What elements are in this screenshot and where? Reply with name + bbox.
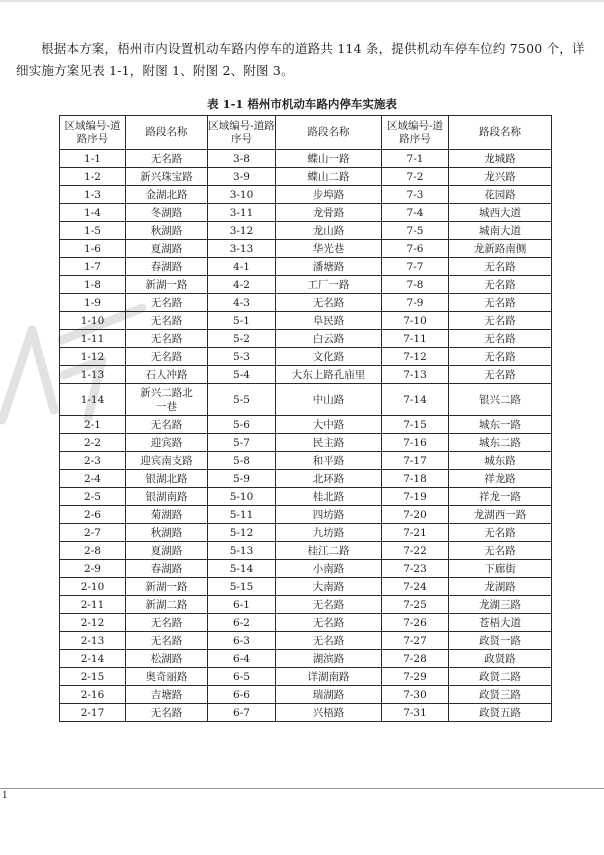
cell-road-number: 3-9 [208,168,276,186]
cell-road-name: 无名路 [126,150,208,168]
cell-road-name: 无名路 [449,258,552,276]
cell-road-name: 龙山路 [276,222,382,240]
cell-road-name: 和平路 [276,452,382,470]
table-row [60,240,552,258]
cell-road-name: 迎宾路 [126,434,208,452]
cell-road-name: 小南路 [276,560,382,578]
cell-road-name: 大中路 [276,416,382,434]
table-header-row [60,116,552,150]
cell-road-number: 1-3 [60,186,126,204]
header-region-road-no: 区域编号-道路序号 [208,116,276,150]
cell-road-number: 3-8 [208,150,276,168]
cell-road-number: 2-10 [60,578,126,596]
cell-road-name: 城西大道 [449,204,552,222]
cell-road-name: 详湖南路 [276,668,382,686]
cell-road-name: 阜民路 [276,312,382,330]
cell-road-number: 7-9 [382,294,449,312]
cell-road-name: 城南大道 [449,222,552,240]
cell-road-number: 2-2 [60,434,126,452]
cell-road-name: 龙新路南侧 [449,240,552,258]
cell-road-name: 无名路 [276,614,382,632]
cell-road-name: 无名路 [126,416,208,434]
table-row [60,168,552,186]
cell-road-name: 瑞湖路 [276,686,382,704]
cell-road-name: 民主路 [276,434,382,452]
cell-road-number: 2-8 [60,542,126,560]
table-row [60,204,552,222]
cell-road-number: 5-1 [208,312,276,330]
cell-road-name: 桂江二路 [276,542,382,560]
cell-road-number: 1-8 [60,276,126,294]
cell-road-name: 夏湖路 [126,542,208,560]
table-row [60,506,552,524]
table-row [60,488,552,506]
cell-road-number: 6-1 [208,596,276,614]
cell-road-name: 吉塘路 [126,686,208,704]
cell-road-name: 工厂一路 [276,276,382,294]
cell-road-name: 蝶山一路 [276,150,382,168]
cell-road-number: 1-14 [60,384,126,416]
cell-road-name: 四坊路 [276,506,382,524]
cell-road-name: 北环路 [276,470,382,488]
cell-road-number: 6-7 [208,704,276,722]
cell-road-name: 春湖路 [126,258,208,276]
cell-road-name: 春湖路 [126,560,208,578]
cell-road-number: 5-6 [208,416,276,434]
table-row [60,560,552,578]
cell-road-number: 7-7 [382,258,449,276]
cell-road-number: 2-5 [60,488,126,506]
cell-road-number: 7-10 [382,312,449,330]
cell-road-number: 2-3 [60,452,126,470]
cell-road-number: 1-10 [60,312,126,330]
cell-road-number: 7-17 [382,452,449,470]
cell-road-name: 龙湖西一路 [449,506,552,524]
cell-road-name: 政贤二路 [449,668,552,686]
table-row [60,632,552,650]
cell-road-name: 城东一路 [449,416,552,434]
cell-road-name: 无名路 [276,294,382,312]
table-row [60,150,552,168]
cell-road-number: 5-7 [208,434,276,452]
cell-road-number: 5-3 [208,348,276,366]
cell-road-name: 政贤五路 [449,704,552,722]
cell-road-number: 7-30 [382,686,449,704]
cell-road-number: 7-6 [382,240,449,258]
cell-road-number: 7-11 [382,330,449,348]
cell-road-name: 无名路 [126,704,208,722]
header-road-name: 路段名称 [276,116,382,150]
cell-road-number: 7-18 [382,470,449,488]
cell-road-number: 2-7 [60,524,126,542]
cell-road-name: 城东二路 [449,434,552,452]
cell-road-name: 无名路 [276,632,382,650]
cell-road-name: 无名路 [449,366,552,384]
cell-road-number: 7-25 [382,596,449,614]
cell-road-name: 祥龙一路 [449,488,552,506]
cell-road-name: 无名路 [449,276,552,294]
cell-road-name: 大南路 [276,578,382,596]
cell-road-name: 新兴珠宝路 [126,168,208,186]
cell-road-name: 新湖一路 [126,578,208,596]
cell-road-number: 7-8 [382,276,449,294]
cell-road-number: 2-16 [60,686,126,704]
cell-road-name: 无名路 [449,542,552,560]
table-row [60,704,552,722]
cell-road-number: 2-4 [60,470,126,488]
cell-road-number: 2-11 [60,596,126,614]
cell-road-name: 步埠路 [276,186,382,204]
page-number: 1 [2,791,8,801]
cell-road-number: 7-14 [382,384,449,416]
table-row [60,542,552,560]
cell-road-number: 7-23 [382,560,449,578]
cell-road-name: 无名路 [449,294,552,312]
cell-road-number: 5-4 [208,366,276,384]
cell-road-name: 金湖北路 [126,186,208,204]
cell-road-number: 7-29 [382,668,449,686]
cell-road-name: 兴梧路 [276,704,382,722]
cell-road-name: 龙湖三路 [449,596,552,614]
cell-road-number: 1-7 [60,258,126,276]
cell-road-name: 无名路 [126,294,208,312]
cell-road-name: 花园路 [449,186,552,204]
cell-road-name: 无名路 [449,312,552,330]
cell-road-number: 2-1 [60,416,126,434]
cell-road-name: 政贤路 [449,650,552,668]
cell-road-name: 石人冲路 [126,366,208,384]
cell-road-name: 新兴二路北 一巷 [126,384,208,416]
cell-road-number: 4-1 [208,258,276,276]
cell-road-number: 1-6 [60,240,126,258]
cell-road-number: 1-4 [60,204,126,222]
cell-road-number: 7-16 [382,434,449,452]
cell-road-number: 7-26 [382,614,449,632]
cell-road-number: 5-12 [208,524,276,542]
cell-road-number: 1-11 [60,330,126,348]
cell-road-name: 迎宾南支路 [126,452,208,470]
cell-road-number: 5-11 [208,506,276,524]
cell-road-number: 5-14 [208,560,276,578]
cell-road-name: 夏湖路 [126,240,208,258]
cell-road-number: 5-13 [208,542,276,560]
cell-road-number: 7-13 [382,366,449,384]
table-row [60,276,552,294]
header-road-name: 路段名称 [126,116,208,150]
table-row [60,596,552,614]
cell-road-number: 6-3 [208,632,276,650]
table-row [60,470,552,488]
table-row [60,686,552,704]
cell-road-name: 龙湖路 [449,578,552,596]
cell-road-number: 2-12 [60,614,126,632]
table-row [60,434,552,452]
cell-road-number: 7-15 [382,416,449,434]
cell-road-name: 秋湖路 [126,524,208,542]
table-row [60,348,552,366]
cell-road-name: 下廊街 [449,560,552,578]
table-row [60,366,552,384]
cell-road-number: 3-13 [208,240,276,258]
cell-road-name: 新湖一路 [126,276,208,294]
table-row [60,312,552,330]
cell-road-number: 6-6 [208,686,276,704]
cell-road-name: 无名路 [449,524,552,542]
cell-road-name: 政贤一路 [449,632,552,650]
cell-road-name: 松湖路 [126,650,208,668]
cell-road-number: 7-28 [382,650,449,668]
cell-road-number: 7-5 [382,222,449,240]
cell-road-number: 5-5 [208,384,276,416]
cell-road-number: 1-13 [60,366,126,384]
cell-road-name: 银湖北路 [126,470,208,488]
table-row [60,578,552,596]
cell-road-name: 新湖二路 [126,596,208,614]
table-row [60,186,552,204]
cell-road-number: 7-22 [382,542,449,560]
cell-road-number: 5-9 [208,470,276,488]
cell-road-name: 潘塘路 [276,258,382,276]
cell-road-number: 2-6 [60,506,126,524]
cell-road-name: 无名路 [126,312,208,330]
table-body [60,150,552,722]
cell-road-name: 蝶山二路 [276,168,382,186]
table-row [60,330,552,348]
cell-road-name: 大东上路孔庙里 [276,366,382,384]
cell-road-number: 5-8 [208,452,276,470]
header-region-road-no: 区域编号-道路序号 [382,116,449,150]
cell-road-number: 7-20 [382,506,449,524]
cell-road-name: 九坊路 [276,524,382,542]
footer-rule [0,788,604,789]
cell-road-number: 7-21 [382,524,449,542]
cell-road-name: 秋湖路 [126,222,208,240]
cell-road-name: 政贤三路 [449,686,552,704]
table-row [60,258,552,276]
cell-road-number: 2-14 [60,650,126,668]
cell-road-name: 无名路 [126,614,208,632]
cell-road-name: 银湖南路 [126,488,208,506]
top-border [0,0,604,2]
cell-road-number: 1-5 [60,222,126,240]
table-row [60,452,552,470]
cell-road-name: 无名路 [126,632,208,650]
cell-road-name: 菊湖路 [126,506,208,524]
table-row [60,524,552,542]
cell-road-name: 龙城路 [449,150,552,168]
cell-road-number: 2-9 [60,560,126,578]
table-row [60,416,552,434]
table-row [60,614,552,632]
cell-road-number: 3-12 [208,222,276,240]
parking-table [59,115,552,722]
cell-road-name: 无名路 [126,330,208,348]
cell-road-number: 2-13 [60,632,126,650]
cell-road-number: 7-12 [382,348,449,366]
cell-road-number: 3-10 [208,186,276,204]
cell-road-name: 文化路 [276,348,382,366]
intro-paragraph: 根据本方案，梧州市内设置机动车路内停车的道路共 114 条，提供机动车停车位约 7500 个，详细实施方案见表 1-1，附图 1、附图 2、附图 3。 [16,41,585,78]
cell-road-number: 7-3 [382,186,449,204]
table-row [60,222,552,240]
cell-road-name: 中山路 [276,384,382,416]
cell-road-name: 城东路 [449,452,552,470]
header-road-name: 路段名称 [449,116,552,150]
cell-road-number: 1-9 [60,294,126,312]
cell-road-name: 龙骨路 [276,204,382,222]
table-row [60,294,552,312]
cell-road-name: 银兴二路 [449,384,552,416]
cell-road-number: 7-2 [382,168,449,186]
cell-road-number: 1-2 [60,168,126,186]
cell-road-number: 7-27 [382,632,449,650]
cell-road-number: 5-2 [208,330,276,348]
cell-road-number: 6-2 [208,614,276,632]
header-region-road-no: 区域编号-道路序号 [60,116,126,150]
cell-road-name: 无名路 [449,330,552,348]
cell-road-name: 祥龙路 [449,470,552,488]
cell-road-number: 7-4 [382,204,449,222]
cell-road-name: 华光巷 [276,240,382,258]
cell-road-number: 1-1 [60,150,126,168]
cell-road-name: 无名路 [449,348,552,366]
cell-road-number: 4-2 [208,276,276,294]
cell-road-number: 7-24 [382,578,449,596]
table-caption: 表 1-1 梧州市机动车路内停车实施表 [207,97,397,111]
cell-road-number: 1-12 [60,348,126,366]
table-row [60,384,552,416]
table-row [60,668,552,686]
cell-road-number: 7-1 [382,150,449,168]
cell-road-name: 苍梧大道 [449,614,552,632]
cell-road-name: 无名路 [126,348,208,366]
cell-road-name: 无名路 [276,596,382,614]
cell-road-name: 白云路 [276,330,382,348]
cell-road-number: 6-4 [208,650,276,668]
cell-road-name: 龙兴路 [449,168,552,186]
cell-road-number: 2-17 [60,704,126,722]
cell-road-number: 7-31 [382,704,449,722]
cell-road-number: 3-11 [208,204,276,222]
cell-road-number: 2-15 [60,668,126,686]
cell-road-number: 5-10 [208,488,276,506]
cell-road-number: 4-3 [208,294,276,312]
cell-road-name: 冬湖路 [126,204,208,222]
cell-road-number: 7-19 [382,488,449,506]
cell-road-number: 5-15 [208,578,276,596]
cell-road-name: 湖滨路 [276,650,382,668]
table-row [60,650,552,668]
cell-road-name: 桂北路 [276,488,382,506]
cell-road-name: 奥奇丽路 [126,668,208,686]
cell-road-number: 6-5 [208,668,276,686]
